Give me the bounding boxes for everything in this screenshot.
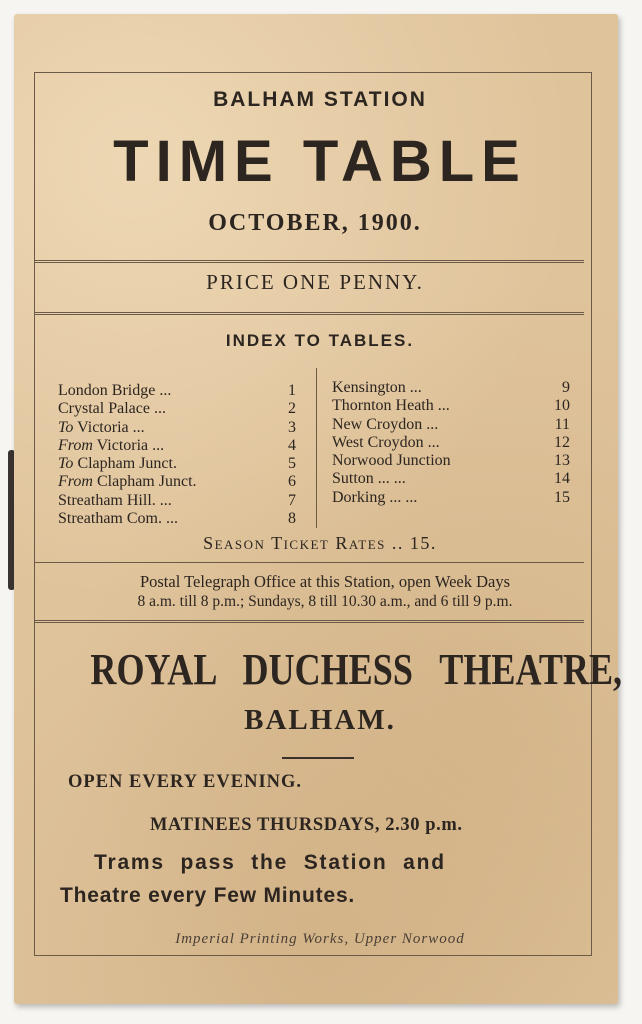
postal-office-hours-line2: 8 a.m. till 8 p.m.; Sundays, 8 till 10.30 a.m., and 6 till 9 p.m. xyxy=(137,593,513,610)
index-destination: New Croydon ... xyxy=(332,415,439,433)
printer-imprint: Imperial Printing Works, Upper Norwood xyxy=(175,931,465,947)
index-destination: Dorking ... ... xyxy=(332,488,418,506)
table-number: 5 xyxy=(288,455,296,473)
index-destination: Sutton ... ... xyxy=(332,470,406,488)
index-destination: Clapham Junct. xyxy=(92,473,197,491)
index-prefix: From xyxy=(58,436,93,454)
table-number: 7 xyxy=(288,491,296,509)
theatre-name: ROYAL DUCHESS THEATRE, xyxy=(90,645,623,694)
table-number: 4 xyxy=(288,436,296,454)
season-ticket-rates: Season Ticket Rates .. 15. xyxy=(203,533,437,553)
table-number: 10 xyxy=(554,397,570,415)
index-list-right xyxy=(332,379,577,507)
index-row xyxy=(58,510,303,528)
index-prefix: To xyxy=(58,455,74,473)
table-number: 14 xyxy=(554,470,570,488)
table-number: 8 xyxy=(288,510,296,528)
index-destination: Crystal Palace ... xyxy=(58,400,166,418)
table-number: 12 xyxy=(554,433,570,451)
issue-date: OCTOBER, 1900. xyxy=(208,210,422,236)
index-row xyxy=(332,434,577,452)
station-name: BALHAM STATION xyxy=(213,88,427,111)
matinee-notice: MATINEES THURSDAYS, 2.30 p.m. xyxy=(150,815,463,835)
index-row xyxy=(332,397,577,415)
index-row xyxy=(58,437,303,455)
index-destination: Victoria ... xyxy=(73,418,145,436)
index-heading: INDEX TO TABLES. xyxy=(225,331,415,350)
table-number: 2 xyxy=(288,400,296,418)
index-destination: Streatham Com. ... xyxy=(58,510,178,528)
index-list-left xyxy=(58,382,303,528)
divider xyxy=(34,562,584,563)
index-prefix: To xyxy=(58,418,74,436)
index-row xyxy=(58,473,303,491)
index-row xyxy=(332,452,577,470)
trams-notice-line2: Theatre every Few Minutes. xyxy=(60,884,356,907)
index-row xyxy=(332,489,577,507)
table-number: 13 xyxy=(554,452,570,470)
postal-office-hours-line1: Postal Telegraph Office at this Station, open Week Days xyxy=(139,572,511,591)
trams-notice-line1: Trams pass the Station and xyxy=(94,851,446,874)
index-row xyxy=(58,400,303,418)
index-row xyxy=(58,455,303,473)
price-label: PRICE ONE PENNY. xyxy=(206,270,424,294)
theatre-location: BALHAM. xyxy=(244,704,396,736)
table-number: 11 xyxy=(554,415,570,433)
index-row xyxy=(58,492,303,510)
table-number: 6 xyxy=(288,473,296,491)
index-destination: Victoria ... xyxy=(92,436,165,454)
index-column-divider xyxy=(316,368,317,528)
index-destination: West Croydon ... xyxy=(332,433,440,451)
short-divider xyxy=(282,757,354,759)
page-title: TIME TABLE xyxy=(113,129,527,194)
table-number: 3 xyxy=(288,418,296,436)
index-row xyxy=(332,470,577,488)
divider xyxy=(34,312,584,315)
index-destination: Streatham Hill. ... xyxy=(58,491,172,509)
index-prefix: From xyxy=(58,473,93,491)
table-number: 1 xyxy=(288,382,296,399)
table-number: 15 xyxy=(554,488,570,506)
index-row xyxy=(332,416,577,434)
index-row xyxy=(332,379,577,397)
index-destination: London Bridge ... xyxy=(58,382,172,399)
divider xyxy=(34,620,584,623)
index-destination: Clapham Junct. xyxy=(73,455,177,473)
index-row xyxy=(58,419,303,437)
index-destination: Kensington ... xyxy=(332,379,422,396)
table-number: 9 xyxy=(562,379,570,396)
opening-notice: OPEN EVERY EVENING. xyxy=(68,772,303,792)
index-destination: Thornton Heath ... xyxy=(332,397,450,415)
index-row xyxy=(58,382,303,400)
index-destination: Norwood Junction xyxy=(332,452,451,470)
divider xyxy=(34,260,584,263)
